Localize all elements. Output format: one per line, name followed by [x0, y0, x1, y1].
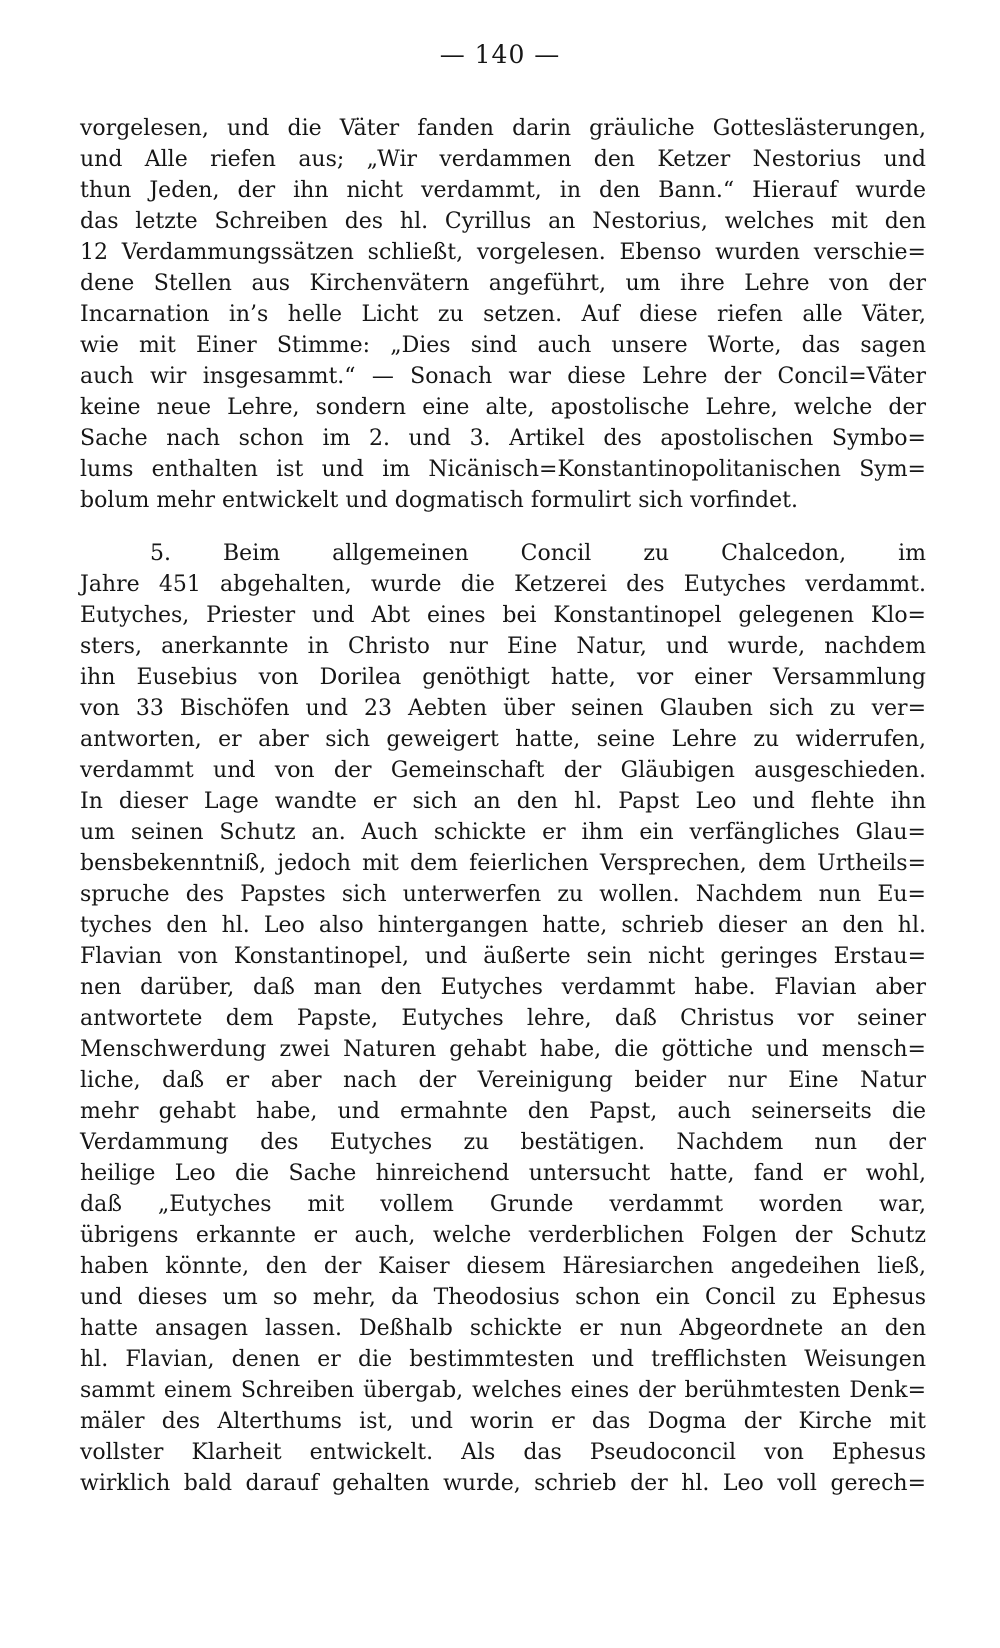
- text-line: wie mit Einer Stimme: „Dies sind auch unsere Worte, das sagen: [80, 333, 926, 358]
- text-line: verdammt und von der Gemeinschaft der Gläubigen ausgeschieden.: [80, 758, 926, 783]
- text-line: liche, daß er aber nach der Vereinigung beider nur Eine Natur: [80, 1068, 926, 1093]
- text-line: thun Jeden, der ihn nicht verdammt, in den Bann.“ Hierauf wurde: [80, 178, 926, 203]
- paragraph-2: [80, 538, 926, 1499]
- text-line: Sache nach schon im 2. und 3. Artikel des apostolischen Symbo=: [80, 426, 926, 451]
- text-line: hatte ansagen lassen. Deßhalb schickte er nun Abgeordnete an den: [80, 1316, 926, 1341]
- text-line: 5. Beim allgemeinen Concil zu Chalcedon, im: [150, 541, 926, 566]
- text-line: vollster Klarheit entwickelt. Als das Pseudoconcil von Ephesus: [80, 1440, 926, 1465]
- text-line: tyches den hl. Leo also hintergangen hatte, schrieb dieser an den hl.: [80, 913, 926, 938]
- text-line: und dieses um so mehr, da Theodosius schon ein Concil zu Ephesus: [80, 1285, 926, 1310]
- text-line: haben könnte, den der Kaiser diesem Häresiarchen angedeihen ließ,: [80, 1254, 926, 1279]
- text-line: spruche des Papstes sich unterwerfen zu wollen. Nachdem nun Eu=: [80, 882, 926, 907]
- text-line: vorgelesen, und die Väter fanden darin gräuliche Gotteslästerungen,: [80, 116, 926, 141]
- text-line: nen darüber, daß man den Eutyches verdammt habe. Flavian aber: [80, 975, 926, 1000]
- text-line: um seinen Schutz an. Auch schickte er ihm ein verfängliches Glau=: [80, 820, 926, 845]
- text-line: In dieser Lage wandte er sich an den hl. Papst Leo und flehte ihn: [80, 789, 926, 814]
- text-line: antworten, er aber sich geweigert hatte, seine Lehre zu widerrufen,: [80, 727, 926, 752]
- text-line: ihn Eusebius von Dorilea genöthigt hatte, vor einer Versammlung: [80, 665, 926, 690]
- text-line: hl. Flavian, denen er die bestimmtesten und trefflichsten Weisungen: [80, 1347, 926, 1372]
- text-line: Verdammung des Eutyches zu bestätigen. Nachdem nun der: [80, 1130, 926, 1155]
- text-line: sammt einem Schreiben übergab, welches eines der berühmtesten Denk=: [80, 1378, 926, 1403]
- text-line: 12 Verdammungssätzen schließt, vorgelesen. Ebenso wurden verschie=: [80, 240, 926, 265]
- text-line: sters, anerkannte in Christo nur Eine Natur, und wurde, nachdem: [80, 634, 926, 659]
- text-line: wirklich bald darauf gehalten wurde, schrieb der hl. Leo voll gerech=: [80, 1471, 926, 1496]
- text-line: und Alle riefen aus; „Wir verdammen den Ketzer Nestorius und: [80, 147, 926, 172]
- text-line: Jahre 451 abgehalten, wurde die Ketzerei des Eutyches verdammt.: [80, 572, 926, 597]
- text-line: mehr gehabt habe, und ermahnte den Papst, auch seinerseits die: [80, 1099, 926, 1124]
- text-line: auch wir insgesammt.“ — Sonach war diese Lehre der Concil=Väter: [80, 364, 926, 389]
- text-line: lums enthalten ist und im Nicänisch=Konstantinopolitanischen Sym=: [80, 457, 926, 482]
- text-line: Menschwerdung zwei Naturen gehabt habe, die göttiche und mensch=: [80, 1037, 926, 1062]
- text-line: keine neue Lehre, sondern eine alte, apostolische Lehre, welche der: [80, 395, 926, 420]
- text-line: mäler des Alterthums ist, und worin er das Dogma der Kirche mit: [80, 1409, 926, 1434]
- text-line: Eutyches, Priester und Abt eines bei Konstantinopel gelegenen Klo=: [80, 603, 926, 628]
- text-line: das letzte Schreiben des hl. Cyrillus an Nestorius, welches mit den: [80, 209, 926, 234]
- text-line: Incarnation in’s helle Licht zu setzen. Auf diese riefen alle Väter,: [80, 302, 926, 327]
- text-line: von 33 Bischöfen und 23 Aebten über seinen Glauben sich zu ver=: [80, 696, 926, 721]
- text-line: daß „Eutyches mit vollem Grunde verdammt worden war,: [80, 1192, 926, 1217]
- text-line: Flavian von Konstantinopel, und äußerte sein nicht geringes Erstau=: [80, 944, 926, 969]
- text-line: bensbekenntniß, jedoch mit dem feierlichen Versprechen, dem Urtheils=: [80, 851, 926, 876]
- text-line: übrigens erkannte er auch, welche verderblichen Folgen der Schutz: [80, 1223, 926, 1248]
- text-line: bolum mehr entwickelt und dogmatisch formulirt sich vorfindet.: [80, 488, 798, 513]
- text-line: dene Stellen aus Kirchenvätern angeführt, um ihre Lehre von der: [80, 271, 926, 296]
- paragraph-1: [80, 113, 926, 516]
- text-line: heilige Leo die Sache hinreichend untersucht hatte, fand er wohl,: [80, 1161, 926, 1186]
- text-line: antwortete dem Papste, Eutyches lehre, daß Christus vor seiner: [80, 1006, 926, 1031]
- page-number: — 140 —: [439, 40, 561, 69]
